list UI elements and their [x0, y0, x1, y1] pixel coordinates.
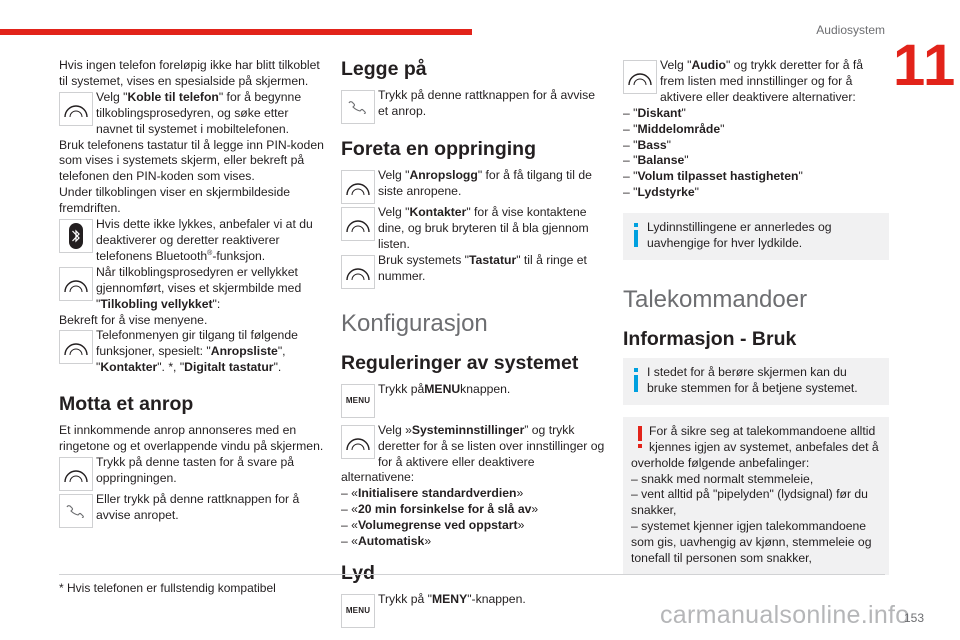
step-press-menu: MENU Trykk påMENUknappen. [341, 382, 605, 398]
menu-key-icon: MENU [341, 594, 375, 628]
step-contacts: Velg "Kontakter" for å vise kontaktene dine, og bruk bryteren til å bla gjennom listen. [341, 205, 605, 253]
paragraph: Bruk telefonens tastatur til å legge inn PIN-koden som vises i systemets skjerm, eller bekreft på telefonen den PIN-koden som vises. [59, 137, 324, 184]
info-icon [631, 365, 641, 397]
knob-press-icon [341, 425, 375, 459]
step-audio: Velg "Audio" og trykk deretter for å få frem listen med innstillinger og for å aktivere eller deaktivere alternativer: [623, 58, 889, 106]
menu-key-icon: MENU [341, 384, 375, 418]
list-item: – "Bass" [623, 137, 671, 152]
list-item: – "Lydstyrke" [623, 185, 699, 200]
warning-line: – systemet kjenner igjen talekommandoene som gis, uavhengig av kjønn, stemmeleie og tonefall til personen som snakker, [631, 519, 872, 566]
knob-press-icon [59, 457, 93, 491]
list-item: – "Volum tilpasset hastigheten" [623, 169, 803, 184]
heading-sound: Lyd [341, 561, 375, 584]
knob-press-icon [59, 92, 93, 126]
warning-line: – vent alltid på "pipelyden" (lydsignal) før du snakker, [631, 487, 868, 518]
settings-list [341, 486, 605, 550]
step-bluetooth: Hvis dette ikke lykkes, anbefaler vi at du deaktiverer og deretter reaktiverer telefonens Bluetooth®-funksjon. [59, 217, 327, 265]
info-box-voice: I stedet for å berøre skjermen kan du bruke stemmen for å betjene systemet. [623, 358, 889, 405]
phone-hangup-icon [341, 90, 375, 124]
list-item: – "Middelområde" [623, 121, 725, 136]
footnote: * Hvis telefonen er fullstendig kompatibel [59, 581, 276, 595]
heading-voice-commands: Talekommandoer [623, 285, 808, 313]
section-title: Audiosystem [816, 23, 885, 37]
info-icon [631, 220, 641, 252]
knob-press-icon [341, 255, 375, 289]
warning-icon [631, 424, 649, 448]
list-item: – «Initialisere standardverdien» [341, 486, 524, 501]
step-connection-success: Når tilkoblingsprosedyren er vellykket gjennomført, vises et skjermbilde med "Tilkobling vellykket": [59, 265, 327, 313]
list-item: – «20 min forsinkelse for å slå av» [341, 502, 539, 517]
footnote-divider [59, 574, 885, 575]
page-number: 153 [903, 611, 924, 625]
paragraph: Et innkommende anrop annonseres med en ringetone og et overlappende vindu på skjermen. [59, 423, 324, 454]
list-item: – «Volumegrense ved oppstart» [341, 518, 525, 533]
chapter-number: 11 [893, 33, 957, 98]
heading-hang-up: Legge på [341, 58, 427, 80]
paragraph: Hvis ingen telefon foreløpig ikke har blitt tilkoblet til systemet, vises en spesialside på skjermen. [59, 58, 320, 88]
step-hang-up: Trykk på denne rattknappen for å avvise et anrop. [341, 88, 605, 120]
knob-press-icon [341, 170, 375, 204]
knob-press-icon [59, 267, 93, 301]
header-accent-bar [0, 29, 472, 35]
knob-press-icon [59, 330, 93, 364]
column-2 [341, 58, 605, 629]
step-press-meny: MENU Trykk på "MENY"-knappen. [341, 592, 605, 608]
step-reject-call: Eller trykk på denne rattknappen for å avvise anropet. [59, 492, 327, 524]
list-item: – "Balanse" [623, 153, 689, 168]
phone-hangup-icon [59, 494, 93, 528]
info-box-sound: Lydinnstillingene er annerledes og uavhengige for hver lydkilde. [623, 213, 889, 260]
knob-press-icon [341, 207, 375, 241]
column-3 [623, 58, 889, 575]
list-item: – "Diskant" [623, 105, 686, 120]
heading-configuration: Konfigurasjon [341, 309, 488, 337]
audio-list [623, 106, 889, 201]
warning-box-voice [623, 417, 889, 575]
step-keypad: Bruk systemets "Tastatur" til å ringe et nummer. [341, 253, 605, 285]
heading-info-use: Informasjon - Bruk [623, 327, 797, 350]
list-item: – «Automatisk» [341, 534, 432, 549]
heading-make-call: Foreta en oppringing [341, 138, 536, 160]
knob-press-icon [623, 60, 657, 94]
warning-line: – snakk med normalt stemmeleie, [631, 471, 814, 486]
watermark: carmanualsonline.info [660, 601, 910, 629]
step-system-settings: Velg »Systeminnstillinger” og trykk deretter for å se listen over innstillinger og for å aktivere eller deaktivere alternativene: [341, 422, 605, 485]
step-call-log: Velg "Anropslogg" for å få tilgang til de siste anropene. [341, 168, 605, 200]
step-phone-menu: Telefonmenyen gir tilgang til følgende funksjoner, spesielt: "Anropsliste", "Kontakter". *, "Digitalt tastatur". [59, 328, 327, 376]
warning-line: For å sikre seg at talekommandoene alltid kjennes igjen av systemet, anbefales det å overholde følgende anbefalinger: [631, 423, 879, 470]
step-connect-phone: Velg "Koble til telefon" for å begynne tilkoblingsprosedyren, og søke etter navnet til systemet i mobiltelefonen. [59, 90, 327, 138]
bluetooth-icon [59, 219, 93, 253]
step-answer-call: Trykk på denne tasten for å svare på oppringningen. [59, 455, 327, 487]
paragraph: Bekreft for å vise menyene. [59, 312, 208, 327]
heading-receive-call: Motta et anrop [59, 393, 194, 416]
heading-system-settings: Reguleringer av systemet [341, 351, 579, 374]
paragraph: Under tilkoblingen viser en skjermbildeside fremdriften. [59, 185, 290, 216]
column-1 [59, 58, 327, 529]
